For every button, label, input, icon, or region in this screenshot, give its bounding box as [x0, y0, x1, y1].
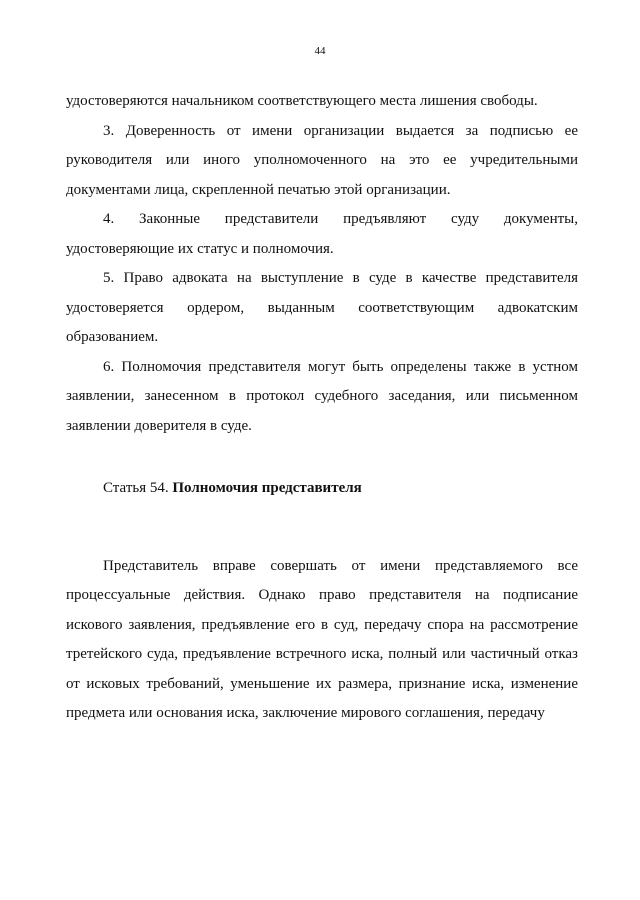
paragraph-item-5: 5. Право адвоката на выступление в суде в качестве представителя удостоверяется ордером, выданным соответствующим адвокатским образованием.: [66, 270, 578, 345]
article-heading: [66, 474, 578, 504]
paragraph-item-4: 4. Законные представители предъявляют суду документы, удостоверяющие их статус и полномочия.: [66, 211, 578, 257]
paragraph-continuation: удостоверяются начальником соответствующего места лишения свободы.: [66, 93, 538, 109]
document-body: [66, 87, 578, 729]
article-number: Статья 54.: [103, 480, 169, 496]
page-number: 44: [314, 45, 326, 57]
article-paragraph: Представитель вправе совершать от имени представляемого все процессуальные действия. Однако право представителя на подписание искового заявления, предъявление его в суд, передачу спора на рассмотрение третейского суда, предъявление встречного иска, полный или частичный отказ от исковых требований, уменьшение их размера, признание иска, изменение предмета или основания иска, заключение мирового соглашения, передачу: [66, 557, 578, 721]
spacer: [66, 504, 578, 552]
paragraph-item-6: 6. Полномочия представителя могут быть определены также в устном заявлении, занесенном в протокол судебного заседания, или письменном заявлении доверителя в суде.: [66, 358, 578, 434]
spacer: [66, 441, 578, 474]
article-title: Полномочия представителя: [172, 480, 362, 496]
paragraph-item-3: 3. Доверенность от имени организации выдается за подписью ее руководителя или иного уполномоченного на это ее учредительными документами лица, скрепленной печатью этой организации.: [66, 122, 578, 198]
